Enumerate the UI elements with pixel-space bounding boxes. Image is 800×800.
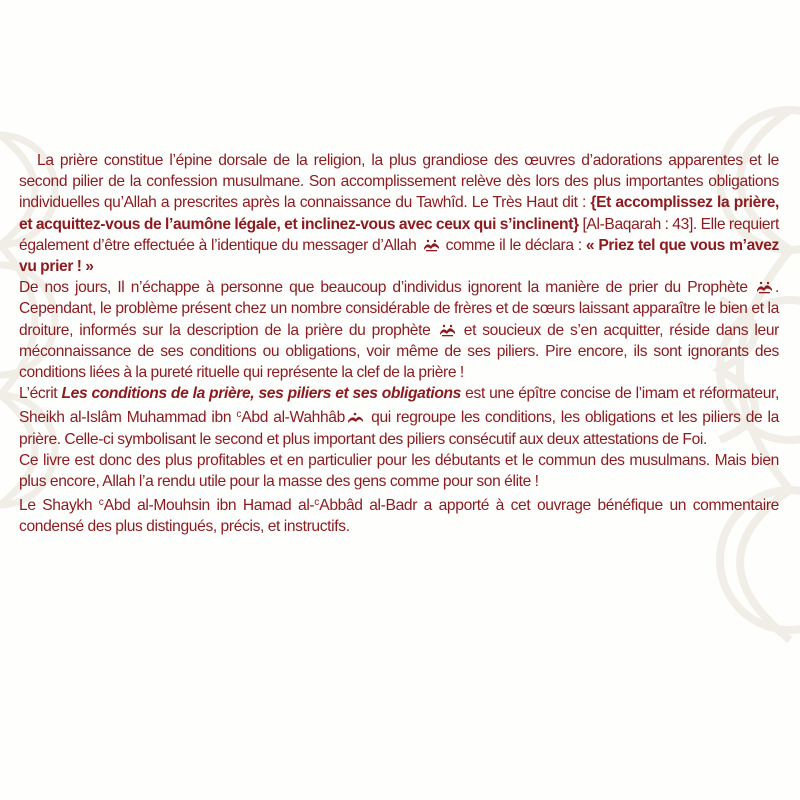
paragraph-book xyxy=(19,383,779,450)
hadith-quote: « Priez tel que vous m’avez vu prier ! » xyxy=(19,236,779,276)
paragraph-problem xyxy=(19,277,779,383)
arabic-honorific-calligraphy-icon xyxy=(423,238,440,252)
paragraph-text: [Al-Baqarah : 43]. Elle requiert également d’être effectuée à l’identique du messager d’Allah xyxy=(19,215,779,254)
paragraph-text: et soucieux de s’en acquitter, réside dans leur méconnaissance de ses conditions ou obligations, voir même de ses piliers. Pire encore, ils sont ignorants des conditions liées à la pureté rituelle qui représente la clef de la prière ! xyxy=(19,321,779,382)
paragraph-text: . Cependant, le problème présent chez un nombre considérable de frères et de sœurs laissant apparaître le bien et la droiture, informés sur la description de la prière du prophète xyxy=(19,279,779,339)
paragraph-text: De nos jours, Il n’échappe à personne que beaucoup d’individus ignorent la manière de prier du Prophète xyxy=(19,279,755,297)
paragraph-text: est une épître concise de l’imam et réformateur, Sheikh al-Islâm Muhammad ibn xyxy=(19,385,780,427)
paragraph-text: L’écrit xyxy=(19,385,62,403)
arabic-honorific-calligraphy-icon xyxy=(756,280,773,294)
preface-text xyxy=(19,150,779,538)
book-title: Les conditions de la prière, ses piliers et ses obligations xyxy=(61,385,462,403)
paragraph-text: Le Shaykh xyxy=(19,497,99,515)
paragraph-text: Ce livre est donc des plus profitables et en particulier pour les débutants et le commun des musulmans. Mais bien plus encore, Allah l’a rendu utile pour la masse des gens comme pour son élite ! xyxy=(19,451,779,491)
paragraph-text: La prière constitue l’épine dorsale de la religion, la plus grandiose des œuvres d’adorations apparentes et le second pilier de la confession musulmane. Son accomplissement relève dès lors des plus importantes obligations individuelles qu’Allah a prescrites après la connaissance du Tawhîd. Le Très Haut dit : xyxy=(19,152,779,212)
arabic-honorific-calligraphy-icon xyxy=(439,323,456,337)
paragraph-text: Abd al-Wahhâb xyxy=(241,409,345,427)
ayn-superscript: c xyxy=(314,497,320,509)
quran-verse: {Et accomplissez la prière, et acquittez-vous de l’aumône légale, et inclinez-vous avec ceux qui s’inclinent} xyxy=(19,194,779,233)
arabic-honorific-calligraphy-icon xyxy=(347,410,364,424)
paragraph-text: qui regroupe les conditions, les obligations et les piliers de la prière. Celle-ci symbolisant le second et plus important des piliers consécutif aux deux attestations de Foi. xyxy=(19,409,779,448)
paragraph-intro xyxy=(19,150,779,277)
paragraph-text: Abbâd al-Badr a apporté à cet ouvrage bénéfique un commentaire condensé des plus distingués, précis, et instructifs. xyxy=(19,497,779,536)
paragraph-text: comme il le déclara : xyxy=(441,236,586,254)
paragraph-text: Abd al-Mouhsin ibn Hamad al- xyxy=(103,497,315,515)
ayn-superscript: c xyxy=(98,497,104,509)
paragraph-benefit xyxy=(19,450,779,492)
ayn-superscript: c xyxy=(236,409,242,421)
paragraph-commentary xyxy=(19,492,779,537)
